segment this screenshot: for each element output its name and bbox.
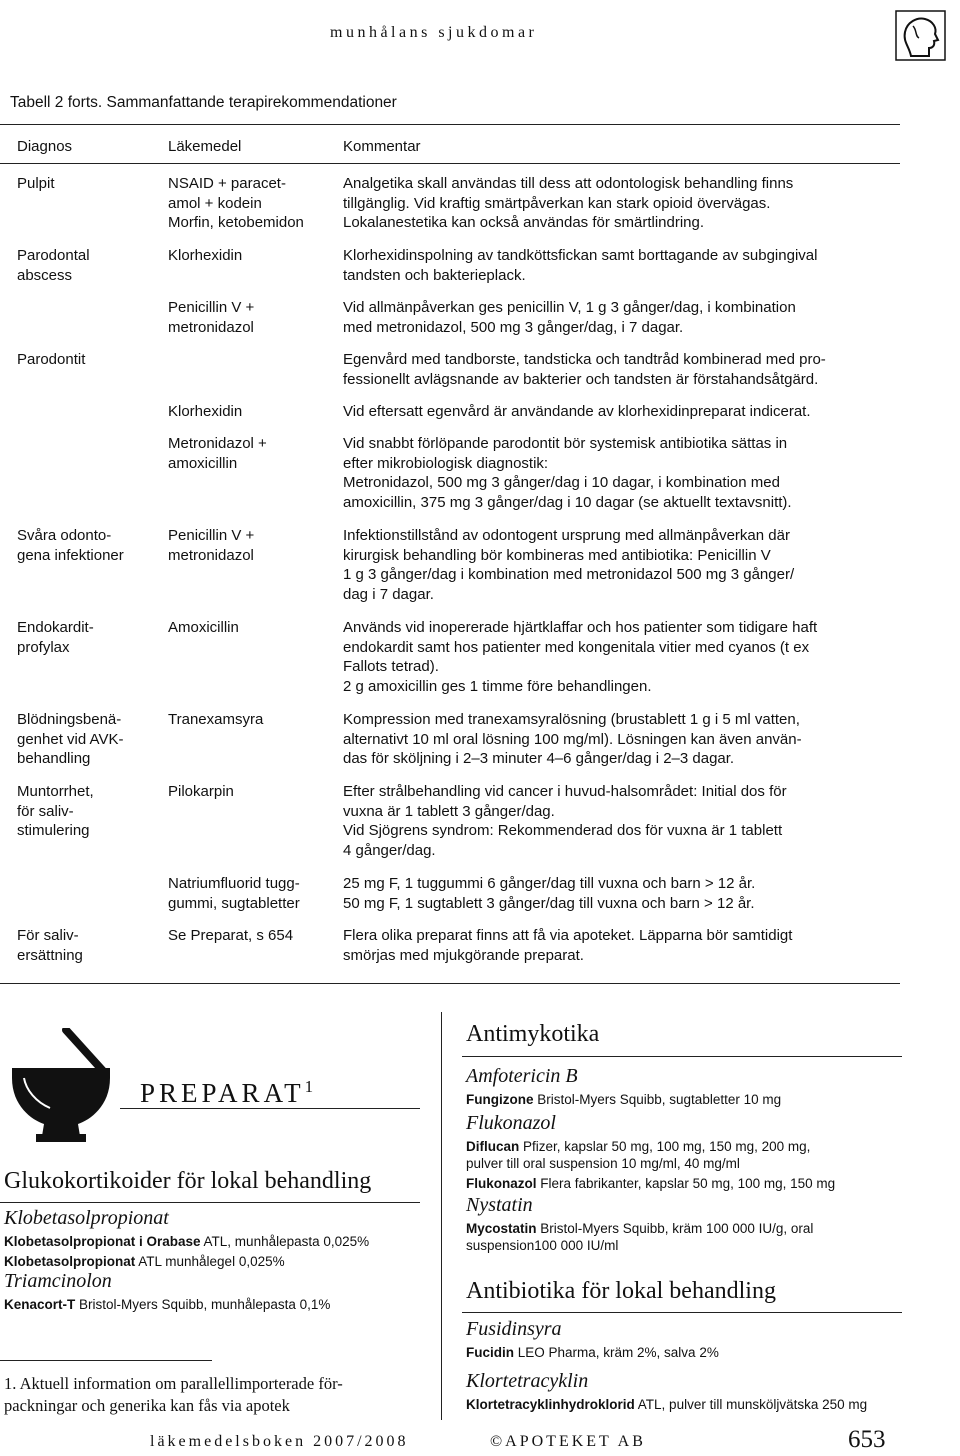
substance-name: Flukonazol [466,1112,556,1134]
product-entry [4,1234,444,1251]
col-header-kommentar: Kommentar [343,138,421,155]
footnote: 1. Aktuell information om parallellimporterade för- packningar och generika kan fås via apotek [4,1374,343,1415]
product-entry [466,1176,906,1193]
product-details: Bristol-Myers Squibb, munhålepasta 0,1% [75,1297,331,1312]
header-rule [0,163,900,164]
product-entry [4,1254,444,1271]
product-details: Bristol-Myers Squibb, sugtabletter 10 mg [533,1092,782,1107]
substance-name: Fusidinsyra [466,1318,562,1340]
table-cell-kommentar: Används vid inopererade hjärtklaffar och hos patienter som tidigare haft endokardit samt hos patienter med kongenitala vitier med cyanos (t ex Fallots tetrad). 2 g amoxicillin ges 1 timme före behandlingen. [343,619,818,695]
table-cell-kommentar: Infektionstillstånd av odontogent ursprung med allmänpåverkan där kirurgisk behandling bör kombineras med antibiotika: Penicillin V 1 g 3 gånger/dag i kombination med metronidazol 500 mg 3 gånger/ dag i 7 dagar. [343,527,795,603]
preparat-heading-rule [120,1108,420,1109]
product-details: Flera fabrikanter, kapslar 50 mg, 100 mg, 150 mg [536,1176,836,1191]
antibiotika-title: Antibiotika för lokal behandling [466,1278,776,1304]
page-number: 653 [848,1426,886,1453]
substance-name: Triamcinolon [4,1270,112,1292]
table-cell-lakemedel: Klorhexidin [168,403,243,420]
antibiotika-rule [462,1312,902,1313]
table-cell-kommentar: Vid snabbt förlöpande parodontit bör systemisk antibiotika sättas in efter mikrobiologisk diagnostik: Metronidazol, 500 mg 3 gånger/dag i 10 dagar, i kombination med amoxicillin, 375 mg 3 gånger/dag i 10 dagar (se aktuellt textavsnitt). [343,435,792,511]
antimykotika-title: Antimykotika [466,1021,600,1047]
table-cell-diagnos: Parodontit [17,351,86,368]
product-brand: Fungizone [466,1092,534,1107]
head-profile-icon [893,8,948,63]
product-brand: Flukonazol [466,1176,537,1191]
product-brand: Klortetracyklinhydroklorid [466,1397,635,1412]
product-brand: Klobetasolpropionat [4,1254,136,1269]
product-entry [466,1397,906,1414]
product-details: Pfizer, kapslar 50 mg, 100 mg, 150 mg, 200 mg, pulver till oral suspension 10 mg/ml, 40 mg/ml [466,1139,811,1171]
running-header: munhålans sjukdomar [330,24,538,41]
product-details: ATL munhålegel 0,025% [135,1254,285,1269]
product-brand: Diflucan [466,1139,520,1154]
product-entry [466,1221,906,1254]
substance-name: Amfotericin B [466,1065,578,1087]
substance-name: Klobetasolpropionat [4,1207,169,1229]
table-bottom-rule [0,983,900,984]
product-details: LEO Pharma, kräm 2%, salva 2% [514,1345,719,1360]
table-cell-lakemedel: Se Preparat, s 654 [168,927,294,944]
table-cell-diagnos: Pulpit [17,175,55,192]
table-cell-kommentar: Analgetika skall användas till dess att odontologisk behandling finns tillgänglig. Vid kraftig smärtpåverkan kan stark opioid övervägas. Lokalanestetika kan också användas för smärtlindring. [343,175,794,231]
glukokortikoider-rule [0,1202,420,1203]
product-brand: Klobetasolpropionat i Orabase [4,1234,201,1249]
table-cell-diagnos: Svåra odonto- gena infektioner [17,527,124,564]
table-cell-lakemedel: Metronidazol + amoxicillin [168,435,267,472]
table-cell-kommentar: Vid allmänpåverkan ges penicillin V, 1 g 3 gånger/dag, i kombination med metronidazol, 500 mg 3 gånger/dag, i 7 dagar. [343,299,796,336]
table-cell-kommentar: Klorhexidinspolning av tandköttsfickan samt borttagande av subgingival tandsten och bakterieplack. [343,247,818,284]
table-cell-kommentar: 25 mg F, 1 tuggummi 6 gånger/dag till vuxna och barn > 12 år. 50 mg F, 1 sugtablett 3 gånger/dag till vuxna och barn > 12 år. [343,875,756,912]
product-details: ATL, pulver till munsköljvätska 250 mg [634,1397,868,1412]
table-cell-kommentar: Efter strålbehandling vid cancer i huvud-halsområdet: Initial dos för vuxna är 1 tablett 3 gånger/dag. Vid Sjögrens syndrom: Rekommenderad dos för vuxna är 1 tablett 4 gånger/dag. [343,783,787,859]
product-brand: Mycostatin [466,1221,537,1236]
table-cell-lakemedel: NSAID + paracet- amol + kodein Morfin, ketobemidon [168,175,304,231]
table-cell-lakemedel: Pilokarpin [168,783,234,800]
product-entry [466,1139,906,1172]
product-entry [4,1297,444,1314]
substance-name: Nystatin [466,1194,533,1216]
product-details: ATL, munhålepasta 0,025% [200,1234,370,1249]
product-details: Bristol-Myers Squibb, kräm 100 000 IU/g, oral suspension100 000 IU/ml [466,1221,814,1253]
footer-book: läkemedelsboken 2007/2008 [150,1433,409,1450]
table-top-rule [0,124,900,125]
antimykotika-rule [462,1056,902,1057]
table-cell-lakemedel: Penicillin V + metronidazol [168,527,255,564]
table-cell-lakemedel: Klorhexidin [168,247,243,264]
col-header-diagnos: Diagnos [17,138,73,155]
table-cell-kommentar: Vid eftersatt egenvård är användande av klorhexidinpreparat indicerat. [343,403,811,420]
table-caption: Tabell 2 forts. Sammanfattande terapirekommendationer [10,94,397,111]
preparat-heading-text: PREPARAT [140,1078,305,1108]
preparat-heading [140,1077,313,1109]
table-cell-diagnos: Muntorrhet, för saliv- stimulering [17,783,94,839]
preparat-footnote-marker: 1 [304,1077,314,1096]
table-cell-diagnos: Parodontal abscess [17,247,90,284]
table-cell-diagnos: För saliv- ersättning [17,927,83,964]
col-header-lakemedel: Läkemedel [168,138,242,155]
column-divider [441,1012,442,1420]
product-entry [466,1345,906,1362]
table-cell-kommentar: Egenvård med tandborste, tandsticka och tandtråd kombinerad med pro- fessionellt avlägsnande av bakterier och tandsten är förstahandsåtgärd. [343,351,826,388]
glukokortikoider-title: Glukokortikoider för lokal behandling [4,1168,372,1194]
product-brand: Fucidin [466,1345,514,1360]
table-cell-kommentar: Kompression med tranexamsyralösning (brustablett 1 g i 5 ml vatten, alternativt 10 ml oral lösning 100 mg/ml). Lösningen kan även använ- das för sköljning i 2–3 minuter 4–6 gånger/dag i 2–3 dagar. [343,711,802,767]
footer-publisher: ©APOTEKET AB [490,1433,646,1450]
table-cell-diagnos: Blödningsbenä- genhet vid AVK- behandling [17,711,124,767]
table-cell-diagnos: Endokardit- profylax [17,619,94,656]
mortar-pestle-icon [6,1028,116,1146]
table-cell-lakemedel: Penicillin V + metronidazol [168,299,255,336]
table-cell-kommentar: Flera olika preparat finns att få via apoteket. Läpparna bör samtidigt smörjas med mjukgörande preparat. [343,927,793,964]
product-entry [466,1092,906,1109]
table-cell-lakemedel: Tranexamsyra [168,711,264,728]
product-brand: Kenacort-T [4,1297,76,1312]
footnote-rule [0,1360,212,1361]
table-cell-lakemedel: Amoxicillin [168,619,239,636]
table-cell-lakemedel: Natriumfluorid tugg- gummi, sugtabletter [168,875,300,912]
substance-name: Klortetracyklin [466,1370,589,1392]
